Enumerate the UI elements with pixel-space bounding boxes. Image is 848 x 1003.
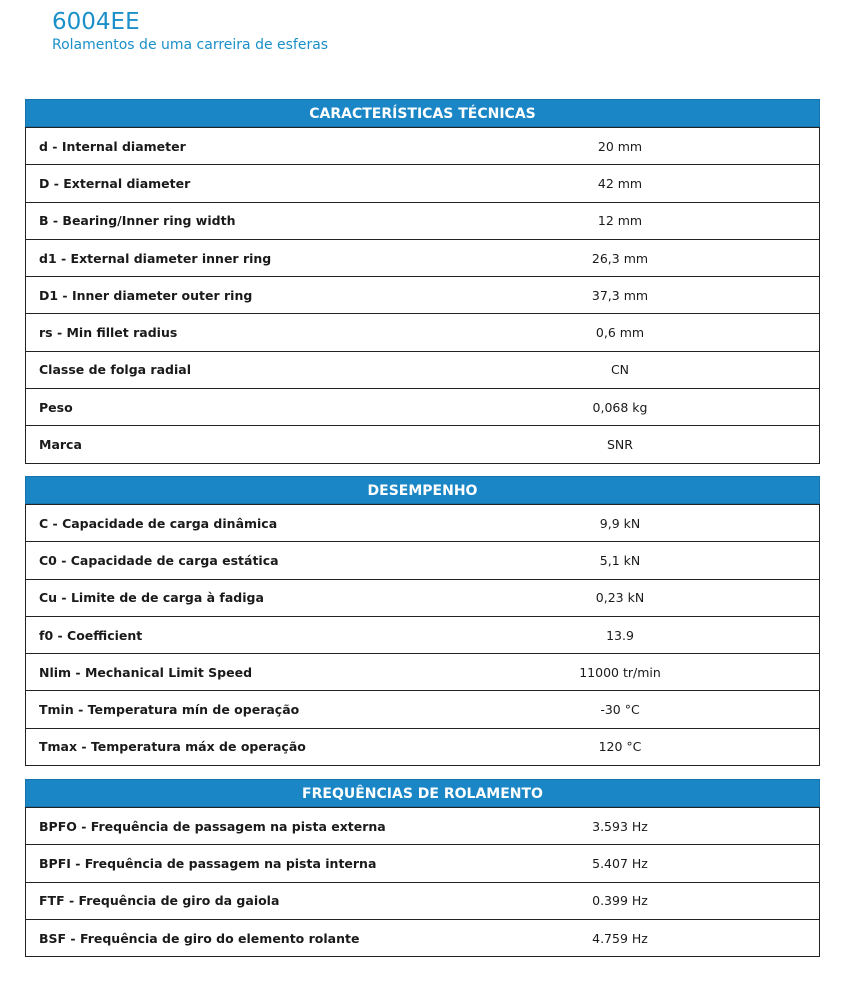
row-value: 3.593 Hz (592, 818, 648, 834)
row-label: f0 - Coefficient (39, 627, 143, 643)
section-heading: FREQUÊNCIAS DE ROLAMENTO (25, 779, 820, 807)
row-value: 13.9 (606, 627, 634, 643)
table-row (26, 616, 819, 653)
row-value: 5,1 kN (599, 552, 641, 568)
section-heading: DESEMPENHO (25, 476, 820, 504)
table-row (26, 388, 819, 425)
page-title: 6004EE (52, 9, 140, 35)
table-row (26, 653, 819, 690)
table-row (26, 690, 819, 727)
row-label: BPFI - Frequência de passagem na pista interna (39, 855, 377, 871)
row-value: 0,23 kN (595, 590, 645, 606)
table-row (26, 504, 819, 541)
row-value: 4.759 Hz (592, 930, 648, 946)
row-value: 120 °C (598, 739, 642, 755)
table-row (26, 164, 819, 201)
spec-table (25, 504, 820, 766)
row-label: rs - Min fillet radius (39, 325, 178, 341)
row-label: Tmax - Temperatura máx de operação (39, 739, 306, 755)
row-label: d - Internal diameter (39, 138, 186, 154)
row-label: D - External diameter (39, 175, 191, 191)
row-label: Cu - Limite de de carga à fadiga (39, 590, 264, 606)
row-label: B - Bearing/Inner ring width (39, 213, 236, 229)
row-label: BSF - Frequência de giro do elemento rolante (39, 930, 360, 946)
row-value: 0,6 mm (595, 325, 645, 341)
page-header (52, 8, 328, 54)
table-row (26, 276, 819, 313)
page-subtitle: Rolamentos de uma carreira de esferas (52, 37, 329, 53)
table-row (26, 313, 819, 350)
table-row (26, 127, 819, 164)
section-desempenho (25, 476, 820, 766)
row-label: d1 - External diameter inner ring (39, 250, 272, 266)
row-label: FTF - Frequência de giro da gaiola (39, 893, 280, 909)
table-row (26, 807, 819, 844)
row-value: CN (610, 362, 630, 378)
table-row (26, 351, 819, 388)
table-row (26, 425, 819, 462)
row-value: 9,9 kN (599, 515, 641, 531)
row-value: 26,3 mm (591, 250, 649, 266)
row-value: 5.407 Hz (592, 855, 648, 871)
row-label: D1 - Inner diameter outer ring (39, 287, 253, 303)
spec-table (25, 807, 820, 957)
table-row (26, 579, 819, 616)
table-row (26, 541, 819, 578)
row-value: 37,3 mm (591, 287, 649, 303)
row-value: 11000 tr/min (579, 664, 661, 680)
row-label: C - Capacidade de carga dinâmica (39, 515, 278, 531)
row-value: SNR (607, 437, 633, 453)
table-row (26, 882, 819, 919)
row-label: Peso (39, 399, 73, 415)
row-label: C0 - Capacidade de carga estática (39, 552, 279, 568)
row-label: BPFO - Frequência de passagem na pista externa (39, 818, 386, 834)
section-caracteristicas-tecnicas (25, 99, 820, 464)
spec-table (25, 127, 820, 464)
table-row (26, 919, 819, 956)
row-value: 12 mm (597, 213, 643, 229)
table-row (26, 202, 819, 239)
row-value: 0,068 kg (592, 399, 648, 415)
row-value: 20 mm (597, 138, 643, 154)
table-row (26, 239, 819, 276)
table-row (26, 844, 819, 881)
row-value: 42 mm (597, 175, 643, 191)
row-label: Marca (39, 437, 82, 453)
row-label: Nlim - Mechanical Limit Speed (39, 664, 253, 680)
table-row (26, 728, 819, 765)
section-heading: CARACTERÍSTICAS TÉCNICAS (25, 99, 820, 127)
row-label: Tmin - Temperatura mín de operação (39, 702, 300, 718)
section-frequencias-de-rolamento (25, 779, 820, 957)
row-value: -30 °C (600, 702, 640, 718)
row-label: Classe de folga radial (39, 362, 191, 378)
row-value: 0.399 Hz (592, 893, 648, 909)
